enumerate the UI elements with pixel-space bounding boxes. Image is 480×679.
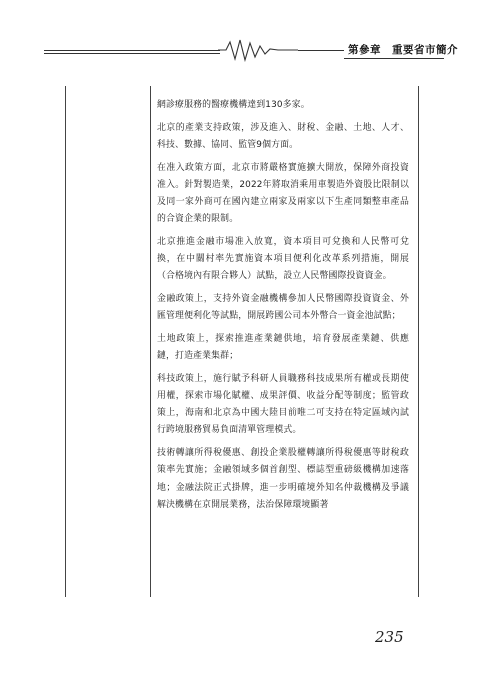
paragraph-industry-policy: 北京的產業支持政策，涉及進入、財稅、金融、土地、人才、科技、數據、協同、監管9個方面。: [157, 122, 409, 150]
page-header: [44, 36, 458, 64]
paragraph-medical: 網診療服務的醫療機構達到130多家。: [157, 100, 310, 110]
paragraph-financial-market: 北京推進金融市場准入放寬，資本項目可兌換和人民幣可兌換，在中關村率先實施資本項目便利化改革系列措施，開展（合格境內有限合夥人）試點，設立人民幣國際投資資金。: [157, 236, 409, 282]
paragraph-tax-policy: 技術轉讓所得稅優惠、創投企業股權轉讓所得稅優惠等財稅政策率先實施；金融領域多個首創型、標誌型重磅級機構加速落地；金融法院正式掛牌，進一步明確境外知名仲裁機構及爭議解決機構在京開展業務，法治保障環境顯著: [157, 448, 409, 510]
table-column-divider: [150, 86, 151, 597]
paragraph-tech-policy: 科技政策上，施行賦予科研人員職務科技成果所有權或長期使用權，探索市場化賦權、成果評價、收益分配等制度；監管政策上，海南和北京為中國大陸目前唯二可支持在特定區域內試行跨境服務貿易負面清單管理模式。: [157, 373, 409, 436]
chapter-title: 第參章 重要省市簡介: [348, 44, 458, 56]
header-rule-mid: [298, 50, 344, 51]
page-number: 235: [375, 628, 404, 646]
paragraph-land-policy: 土地政策上，探索推進產業鏈供地，培育發展產業鏈、供應鏈，打造產業集群；: [157, 333, 409, 362]
paragraph-financial-policy: 金融政策上，支持外資金融機構參加人民幣國際投資資金、外匯管理便利化等試點，開展跨國公司本外幣合一資金池試點；: [157, 294, 409, 322]
header-rule: [44, 50, 220, 51]
table-text-cell: [157, 97, 409, 519]
header-rule-thin: [44, 53, 220, 54]
heartbeat-line-icon: [218, 38, 298, 62]
paragraph-access-policy: 在准入政策方面，北京市將嚴格實施擴大開放，保障外商投資准入。針對製造業，2022年將取消乘用車製造外資股比限制以及同一家外商可在國內建立兩家及兩家以下生產同類整車產品的合資企業的限制。: [157, 162, 409, 225]
chapter-title-underline: [344, 58, 444, 59]
